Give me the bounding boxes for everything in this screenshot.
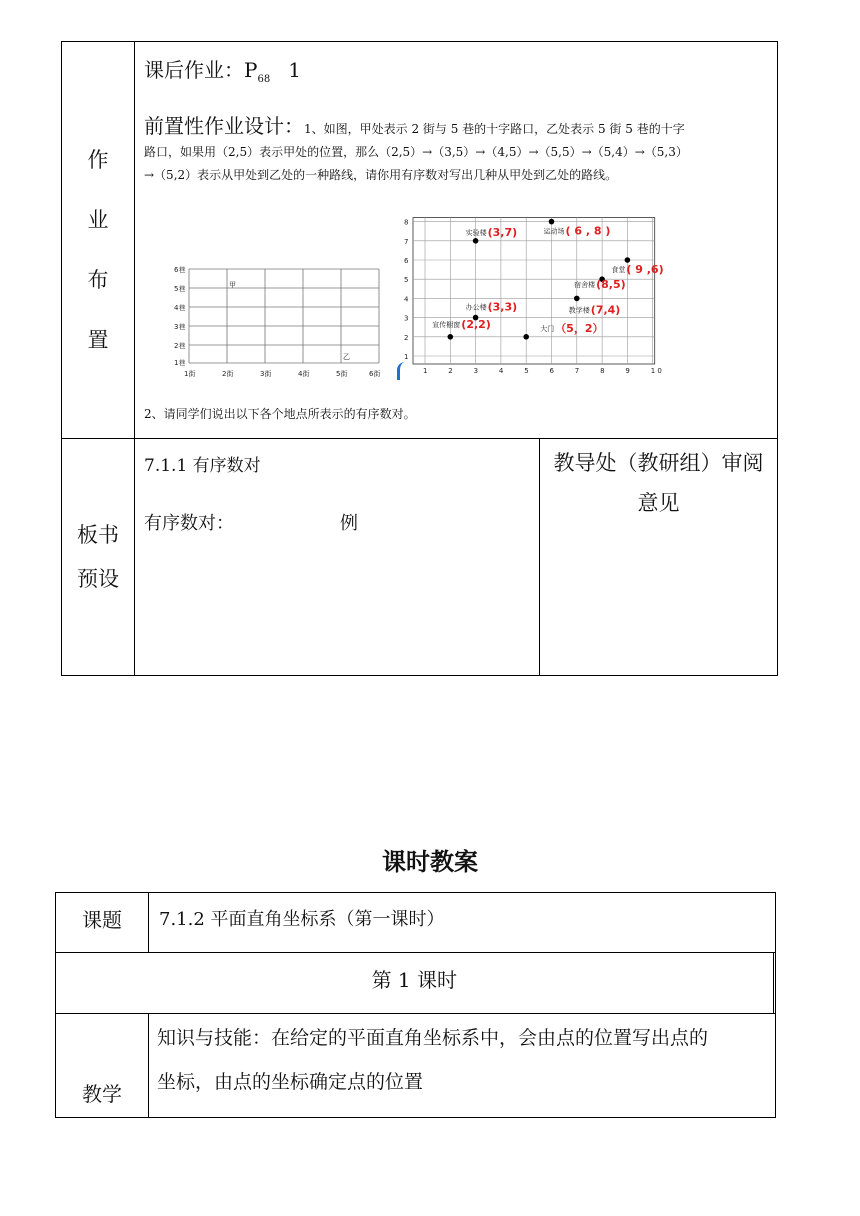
x-tick-label: 1 — [423, 367, 428, 375]
lane-label: 5巷 — [174, 285, 186, 293]
goal-label-cell — [56, 1014, 149, 1118]
exercise-number: 1 — [288, 58, 301, 82]
topic-label-cell — [56, 893, 149, 953]
x-tick-label: 5 — [524, 367, 529, 375]
y-tick-label: 7 — [404, 237, 409, 246]
side-char: 业 — [87, 208, 109, 232]
y-tick-label: 5 — [404, 276, 409, 285]
campus-point — [625, 257, 631, 263]
campus-point-coord: ( 6 , 8 ) — [565, 224, 611, 238]
pre-homework-text: 前置性作业设计：1、如图，甲处表示 2 街与 5 巷的十字路口，乙处表示 5 街 5 巷的十字 路口，如果用（2,5）表示甲处的位置，那么（2,5）→（3,5）→（4,5）→（5,5）→（5,4）→（5,3） →（5,2）表示从甲处到乙处的一种路线，请你用有序数对写出几种从甲处到乙处的路线。 — [144, 114, 688, 182]
campus-point-coord: (8,5) — [596, 278, 626, 292]
x-tick-label: 7 — [574, 367, 580, 375]
topic-label: 课题 — [82, 908, 122, 932]
street-label: 6街 — [369, 370, 381, 378]
board-content-cell — [135, 439, 540, 676]
after-class-homework: 课后作业：$P_{68}$ 1 — [144, 58, 301, 85]
board-label-2: 预设 — [77, 567, 119, 591]
campus-point — [473, 238, 479, 244]
lane-label: 2巷 — [174, 342, 186, 350]
homework-side-cell — [62, 42, 135, 439]
x-tick-label: 4 — [498, 367, 504, 375]
pre-homework-label: 前置性作业设计： — [144, 114, 304, 138]
x-tick-label: 8 — [600, 367, 605, 375]
period-cell — [56, 953, 774, 1014]
campus-point-name: 教学楼 — [568, 306, 590, 315]
lane-label: 1巷 — [174, 359, 186, 367]
campus-point-name: 食堂 — [611, 266, 626, 274]
campus-point-coord: (3,3) — [487, 300, 518, 314]
topic-value: 7.1.2 平面直角坐标系（第一课时） — [159, 909, 445, 930]
lesson-plan-table — [55, 892, 776, 1118]
x-tick-label: 6 — [549, 367, 554, 375]
goal-text-2: 坐标，由点的坐标确定点的位置 — [157, 1071, 424, 1093]
campus-point-coord: ( 9 ,6) — [626, 263, 664, 276]
side-char: 置 — [87, 328, 109, 352]
point-a-label: 甲 — [229, 281, 236, 289]
point-b-label: 乙 — [343, 353, 350, 361]
review-label-2: 意见 — [637, 491, 680, 515]
x-tick-label: 1 0 — [650, 367, 662, 375]
lane-label: 4巷 — [174, 304, 186, 312]
street-label: 2街 — [222, 370, 234, 378]
street-label: 5街 — [336, 370, 348, 378]
campus-point-name: 办公楼 — [465, 303, 487, 312]
homework-content-cell — [135, 42, 778, 439]
campus-point — [549, 219, 555, 225]
y-tick-label: 6 — [404, 257, 409, 265]
x-tick-label: 2 — [448, 367, 453, 375]
campus-point-coord: (3,7) — [487, 225, 518, 239]
review-cell — [540, 439, 778, 676]
campus-point — [523, 334, 529, 340]
homework-table — [61, 41, 778, 676]
lesson-plan-heading: 课时教案 — [382, 848, 478, 876]
lane-label: 6巷 — [174, 266, 186, 274]
board-item: 有序数对： — [144, 513, 234, 534]
board-title: 7.1.1 有序数对 — [144, 456, 261, 476]
campus-point-name: 大门 — [540, 324, 555, 333]
y-tick-label: 2 — [404, 333, 409, 342]
y-tick-label: 8 — [404, 218, 409, 227]
street-label: 3街 — [260, 370, 272, 378]
campus-point — [448, 334, 454, 340]
period: 第 1 课时 — [371, 968, 458, 992]
side-char: 布 — [87, 268, 109, 292]
campus-point-coord: (2,2) — [461, 317, 491, 331]
campus-point-name: 运动场 — [543, 227, 565, 236]
side-char: 作 — [87, 148, 109, 172]
street-label: 1街 — [184, 370, 196, 378]
goal-text-1: 知识与技能：在给定的平面直角坐标系中，会由点的位置写出点的 — [157, 1027, 709, 1049]
lane-label: 3巷 — [174, 323, 186, 331]
campus-point-name: 宿舍楼 — [574, 281, 596, 290]
y-tick-label: 1 — [404, 353, 409, 361]
x-tick-label: 9 — [625, 367, 630, 375]
board-example: 例 — [340, 513, 358, 534]
y-tick-label: 4 — [404, 295, 409, 304]
period-empty-cell — [773, 953, 775, 1014]
board-side-cell — [62, 439, 135, 676]
board-label-1: 板书 — [77, 523, 119, 547]
street-label: 4街 — [298, 370, 310, 378]
question-2: 2、请同学们说出以下各个地点所表示的有序数对。 — [144, 407, 416, 421]
campus-point — [574, 296, 580, 302]
y-tick-label: 3 — [404, 314, 409, 323]
topic-value-cell — [149, 893, 776, 953]
goal-label: 教学 — [82, 1082, 122, 1106]
x-tick-label: 3 — [473, 367, 479, 375]
review-label-1: 教导处（教研组）审阅 — [553, 451, 764, 475]
campus-point-name: 宣传橱窗 — [432, 320, 461, 329]
street-map — [171, 264, 383, 382]
campus-point-coord: (7,4) — [590, 303, 621, 317]
campus-point-coord: （5，2） — [555, 321, 604, 335]
goal-text-cell — [149, 1014, 776, 1118]
campus-map — [403, 218, 664, 375]
campus-point-name: 实验楼 — [465, 228, 487, 237]
page-number: 68 — [257, 74, 271, 85]
